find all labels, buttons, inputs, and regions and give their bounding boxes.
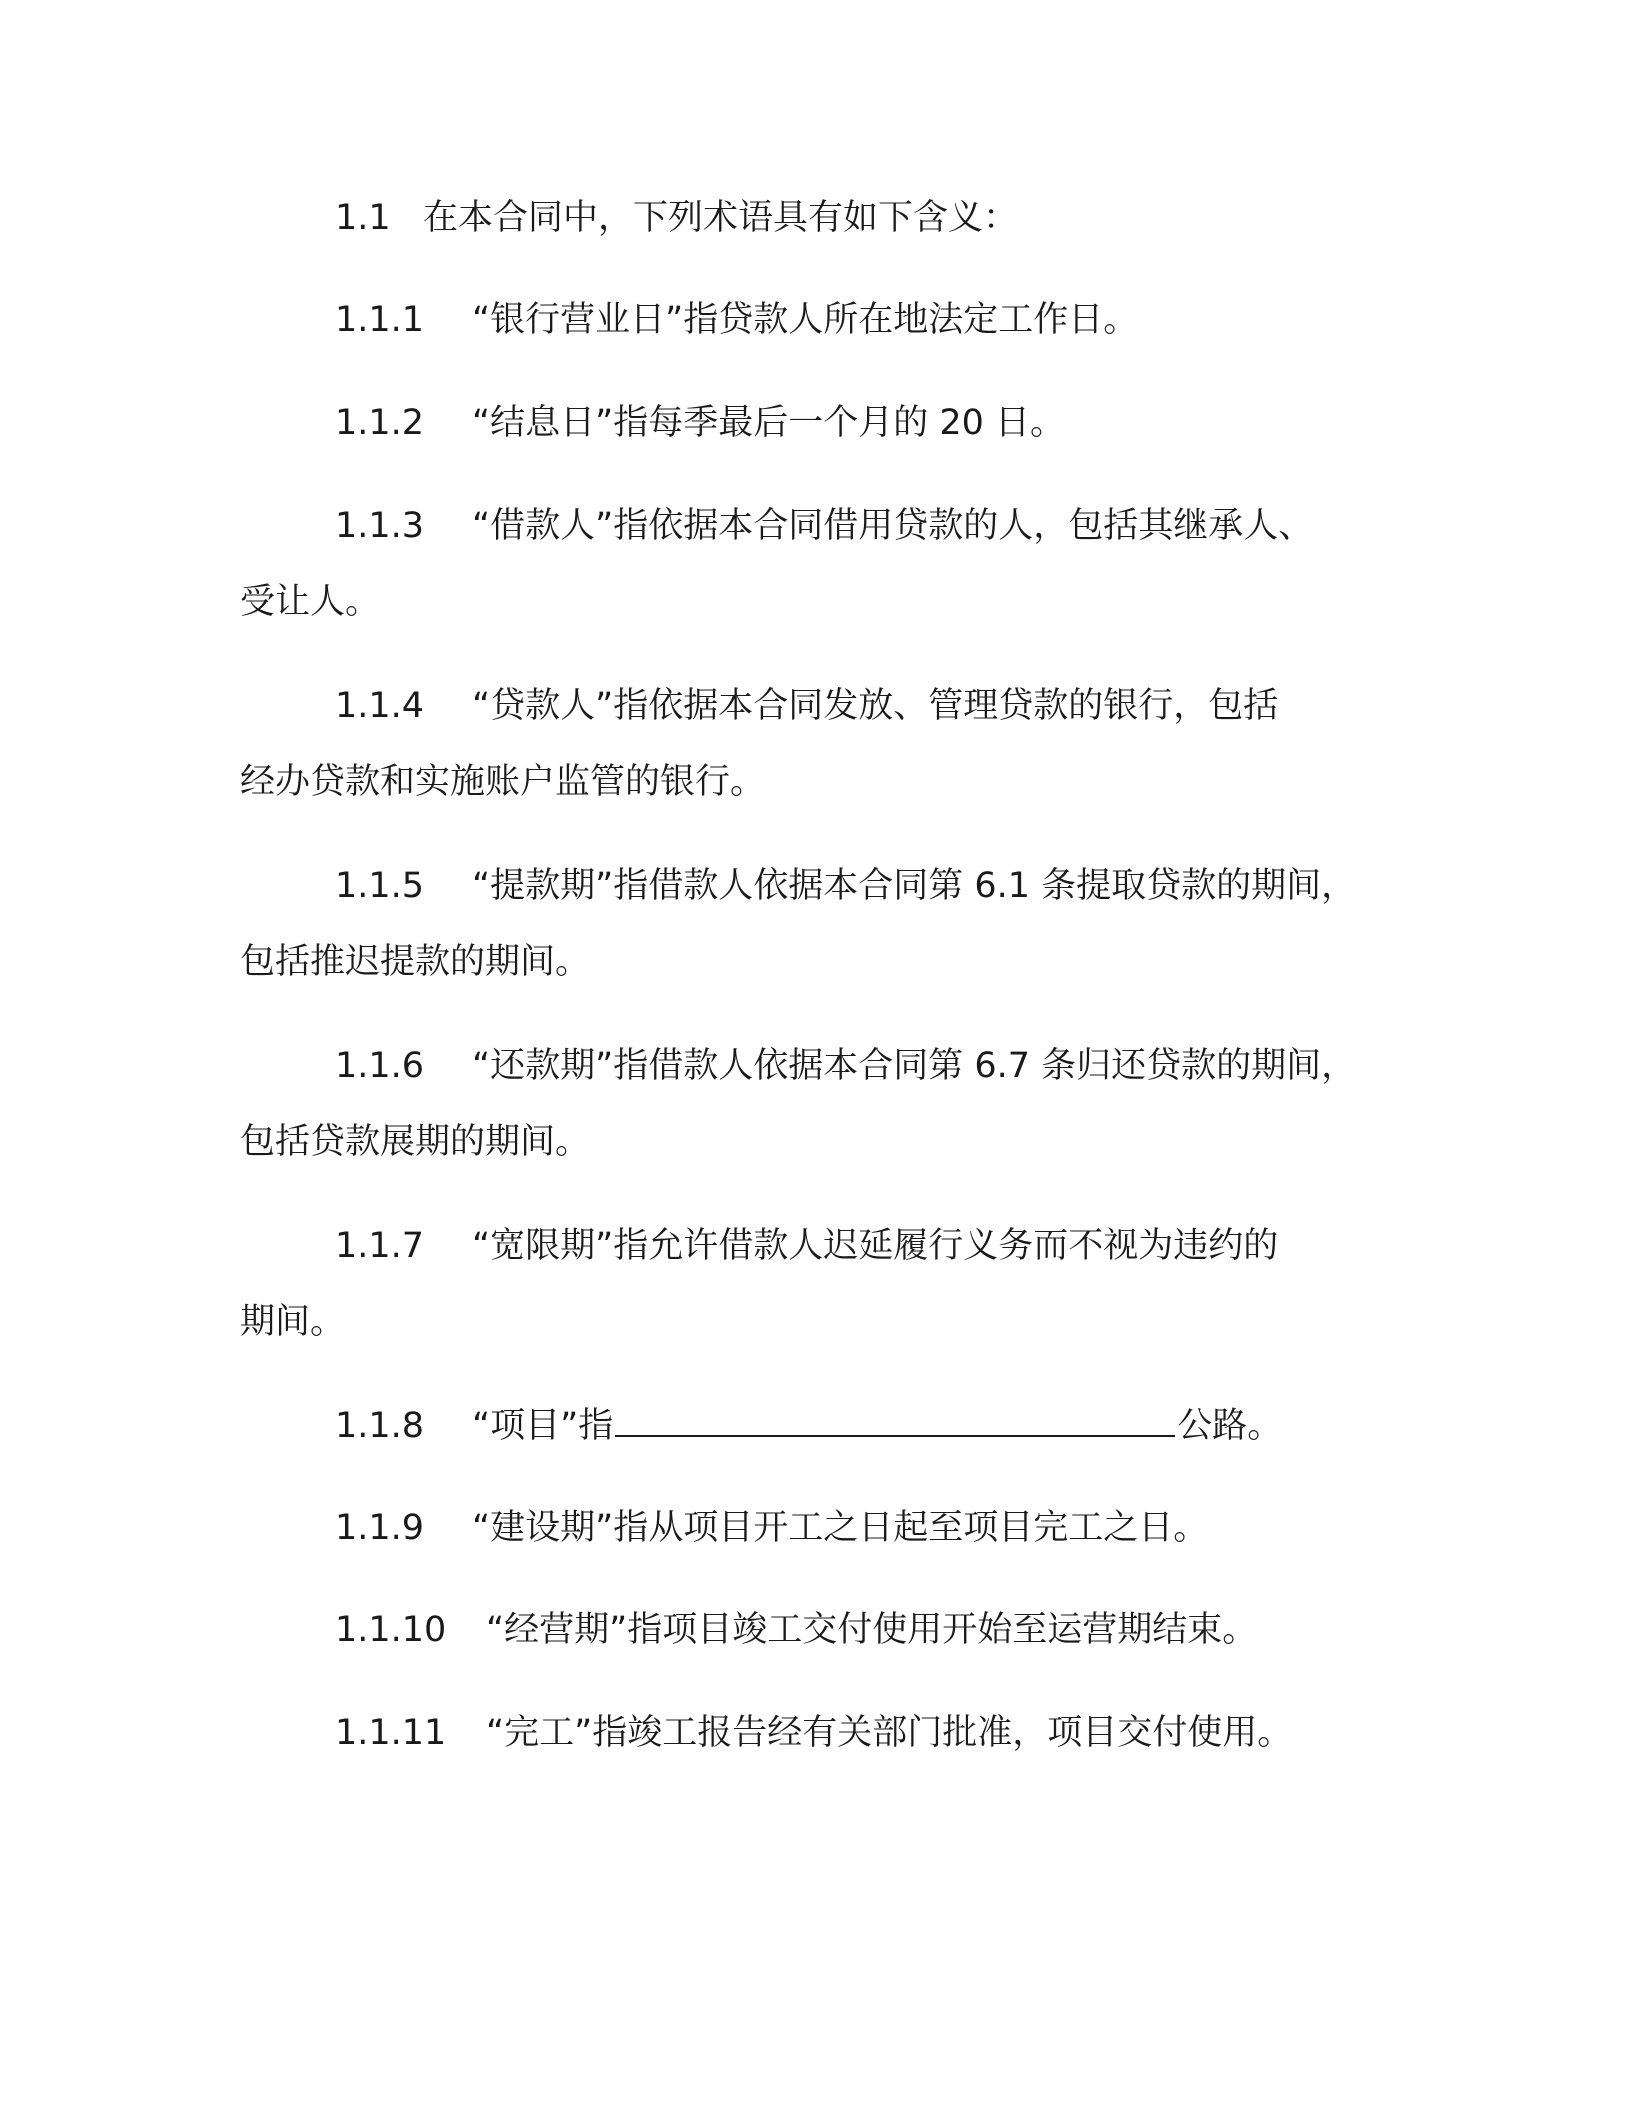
- clause-text-after: 公路。: [1177, 1406, 1283, 1446]
- clause-number: 1.1.6: [335, 1046, 425, 1086]
- clause-text: “建设期”指从项目开工之日起至项目完工之日。: [472, 1508, 1209, 1548]
- clause-continuation: 受让人。: [240, 582, 381, 622]
- clause-text: “结息日”指每季最后一个月的 20 日。: [472, 403, 1066, 443]
- clause-text: “银行营业日”指贷款人所在地法定工作日。: [472, 300, 1139, 340]
- clause-text: “宽限期”指允许借款人迟延履行义务而不视为违约的: [472, 1226, 1279, 1266]
- clause-continuation: 包括推迟提款的期间。: [240, 942, 591, 982]
- fill-in-blank[interactable]: [615, 1391, 1175, 1437]
- clause-text-before: “项目”指: [472, 1406, 614, 1446]
- clause-continuation: 包括贷款展期的期间。: [240, 1122, 591, 1162]
- clause-number: 1.1.3: [335, 506, 425, 546]
- clause-number: 1.1.7: [335, 1226, 425, 1266]
- clause-number: 1.1.4: [335, 686, 425, 726]
- clause-number: 1.1.11: [335, 1713, 447, 1753]
- clause-text: “经营期”指项目竣工交付使用开始至运营期结束。: [486, 1610, 1258, 1650]
- clause-text: [472, 1388, 1282, 1464]
- clause-number: 1.1.10: [335, 1610, 447, 1650]
- clause-continuation: 期间。: [240, 1302, 346, 1342]
- clause-continuation: 经办贷款和实施账户监管的银行。: [240, 762, 766, 802]
- clause-number: 1.1.1: [335, 300, 425, 340]
- clause-text: 在本合同中，下列术语具有如下含义：: [423, 198, 1019, 238]
- clause-text: “提款期”指借款人依据本合同第 6.1 条提取贷款的期间，: [472, 866, 1357, 906]
- clause-number: 1.1: [335, 198, 391, 238]
- clause-text: “借款人”指依据本合同借用贷款的人，包括其继承人、: [472, 506, 1314, 546]
- clause-number: 1.1.8: [335, 1406, 425, 1446]
- clause-text: “完工”指竣工报告经有关部门批准，项目交付使用。: [486, 1713, 1293, 1753]
- clause-text: “还款期”指借款人依据本合同第 6.7 条归还贷款的期间，: [472, 1046, 1357, 1086]
- clause-number: 1.1.5: [335, 866, 425, 906]
- clause-number: 1.1.9: [335, 1508, 425, 1548]
- clause-number: 1.1.2: [335, 403, 425, 443]
- clause-text: “贷款人”指依据本合同发放、管理贷款的银行，包括: [472, 686, 1279, 726]
